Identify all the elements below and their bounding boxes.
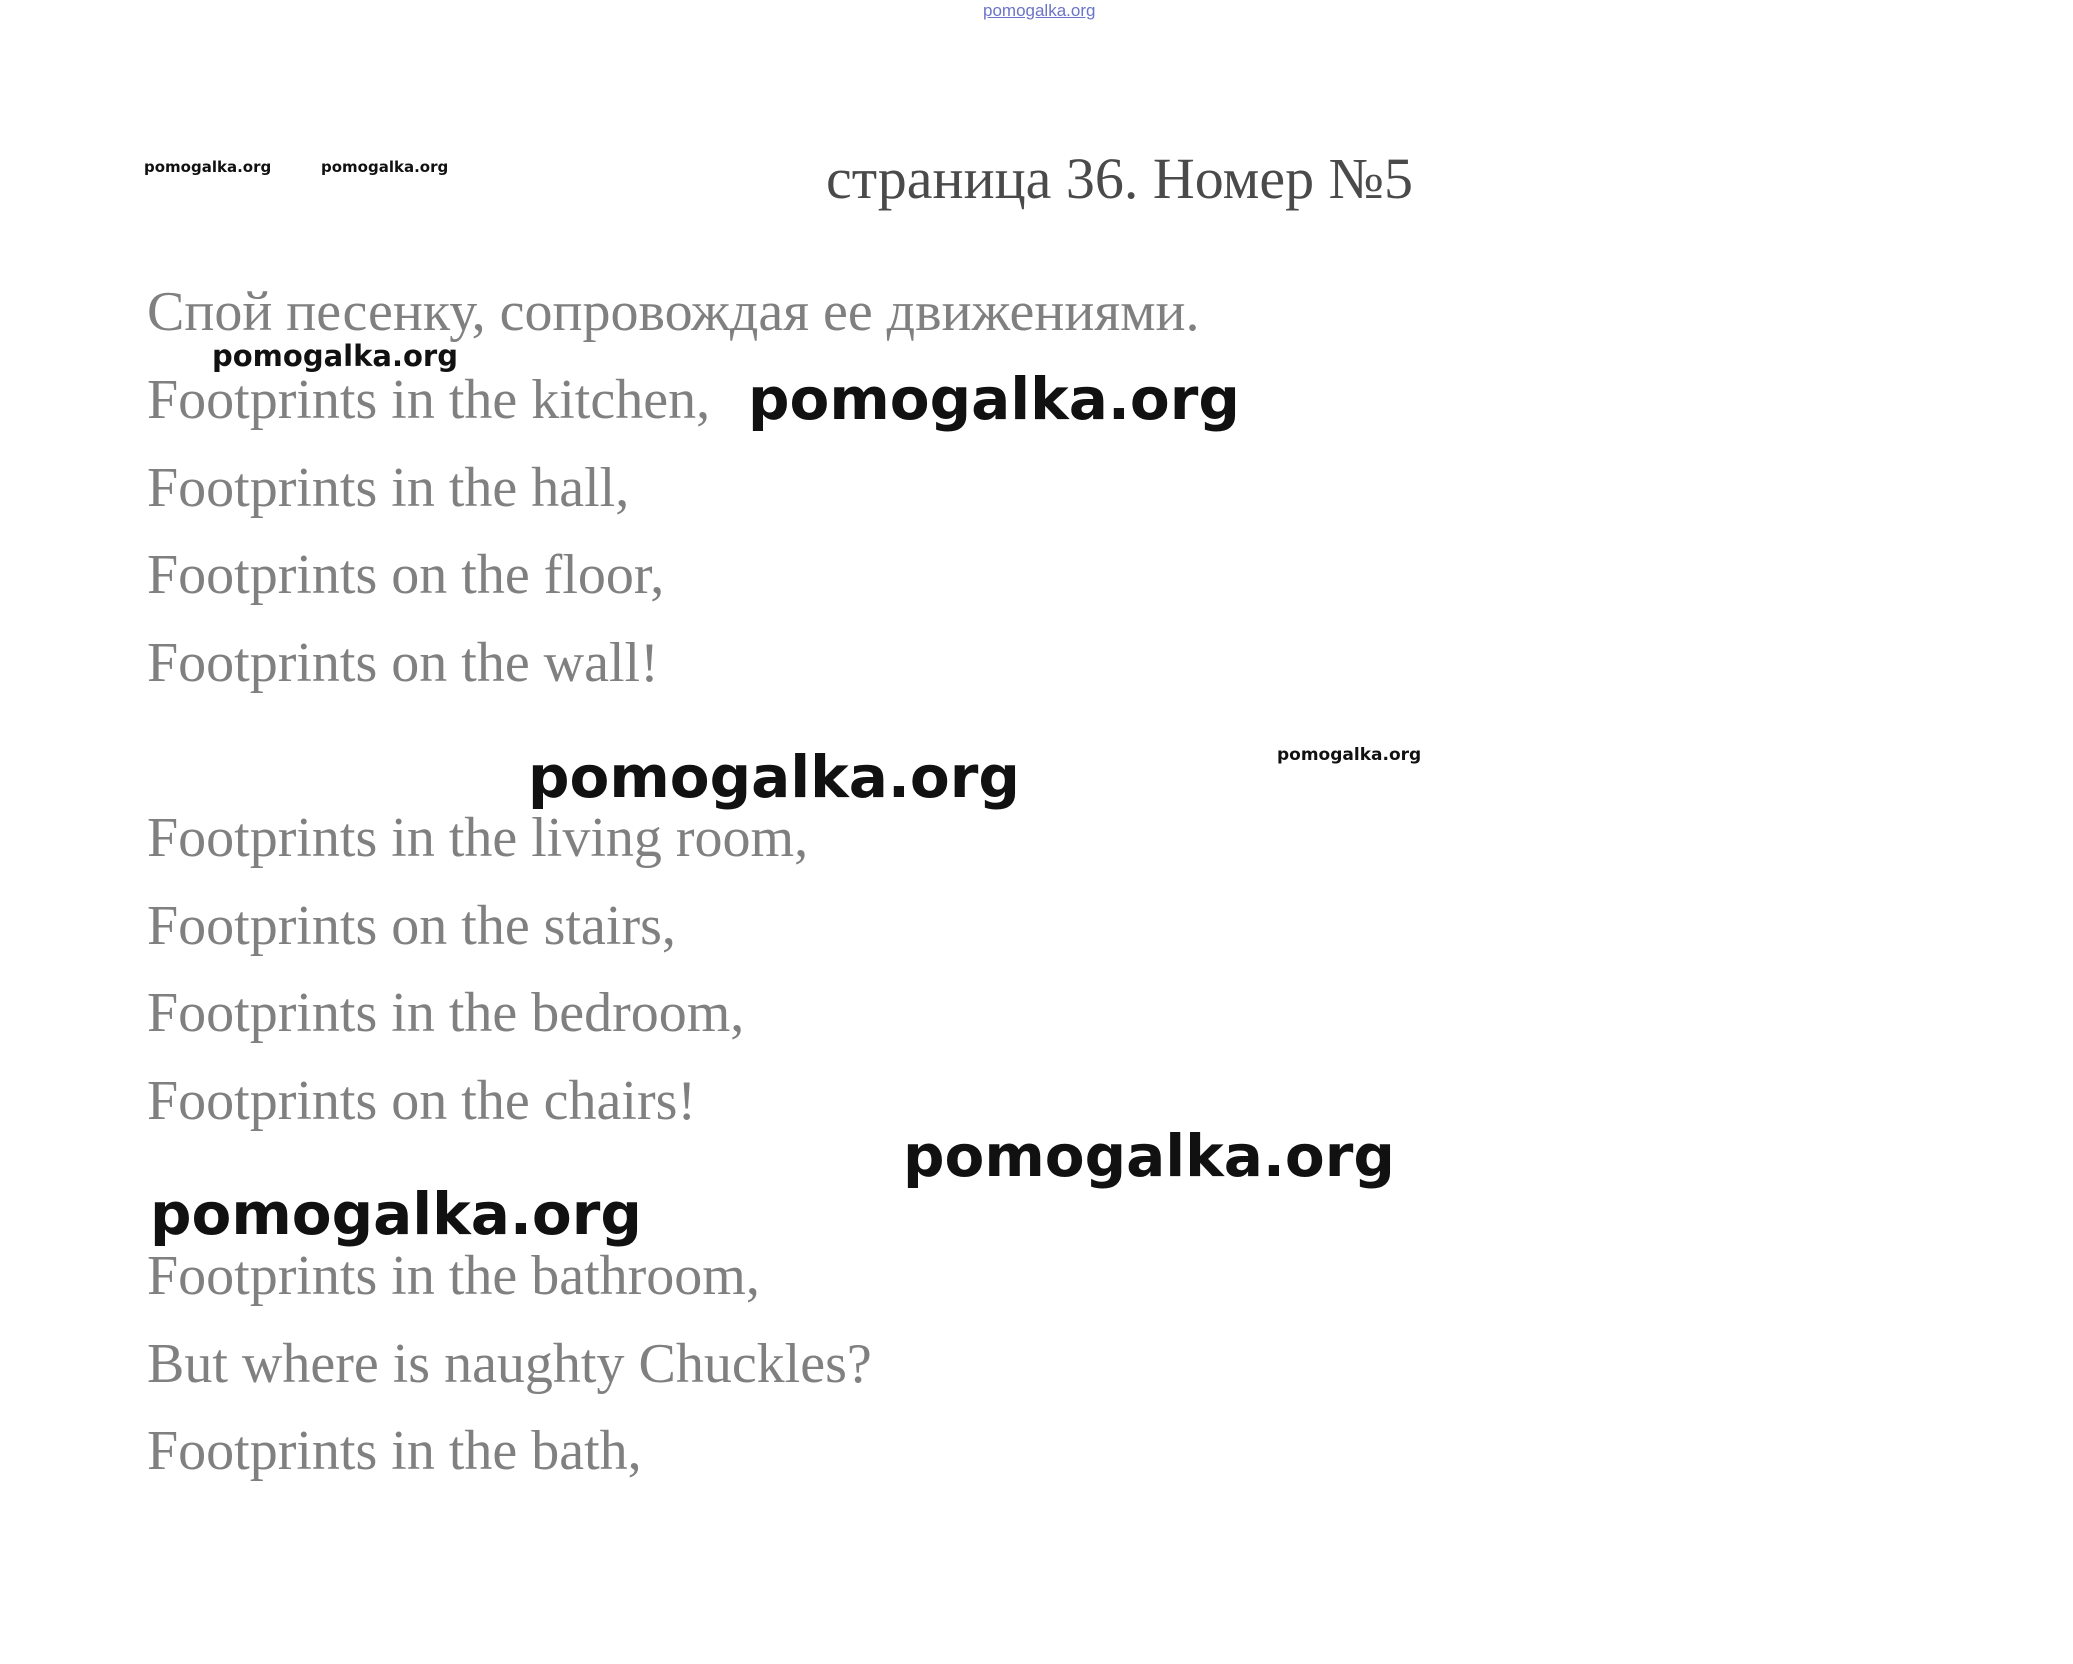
verse-line: Footprints in the living room, [147,807,809,869]
page-title: страница 36. Номер №5 [826,146,1413,211]
verse-line: Footprints on the wall! [147,631,659,694]
verse-line: Footprints on the stairs, [147,894,676,957]
verse-3 [147,1233,872,1496]
watermark-large: pomogalka.org [528,743,1020,811]
verse-line: Footprints in the kitchen, [147,369,711,431]
verse-line: Footprints on the chairs! [147,1069,697,1132]
watermark-large: pomogalka.org [748,365,1240,433]
verse-line: Footprints in the bath, [147,1420,642,1482]
verse-line: Footprints in the hall, [147,456,630,519]
verse-line: Footprints in the bathroom, [147,1245,760,1307]
exercise-instruction: Спой песенку, сопровождая ее движениями. [147,281,1200,343]
verse-line: Footprints in the bedroom, [147,982,745,1044]
watermark-medium: pomogalka.org [212,339,458,373]
watermark-link-top[interactable]: pomogalka.org [983,1,1096,20]
verse-line: But where is naughty Chuckles? [147,1332,872,1395]
watermark-large: pomogalka.org [903,1122,1395,1190]
verse-2 [147,795,808,1145]
watermark-small: pomogalka.org [1277,745,1422,765]
verse-1 [147,357,710,707]
watermark-small: pomogalka.org [321,158,449,176]
watermark-small: pomogalka.org [144,158,272,176]
watermark-large: pomogalka.org [150,1180,642,1248]
verse-line: Footprints on the floor, [147,544,665,606]
